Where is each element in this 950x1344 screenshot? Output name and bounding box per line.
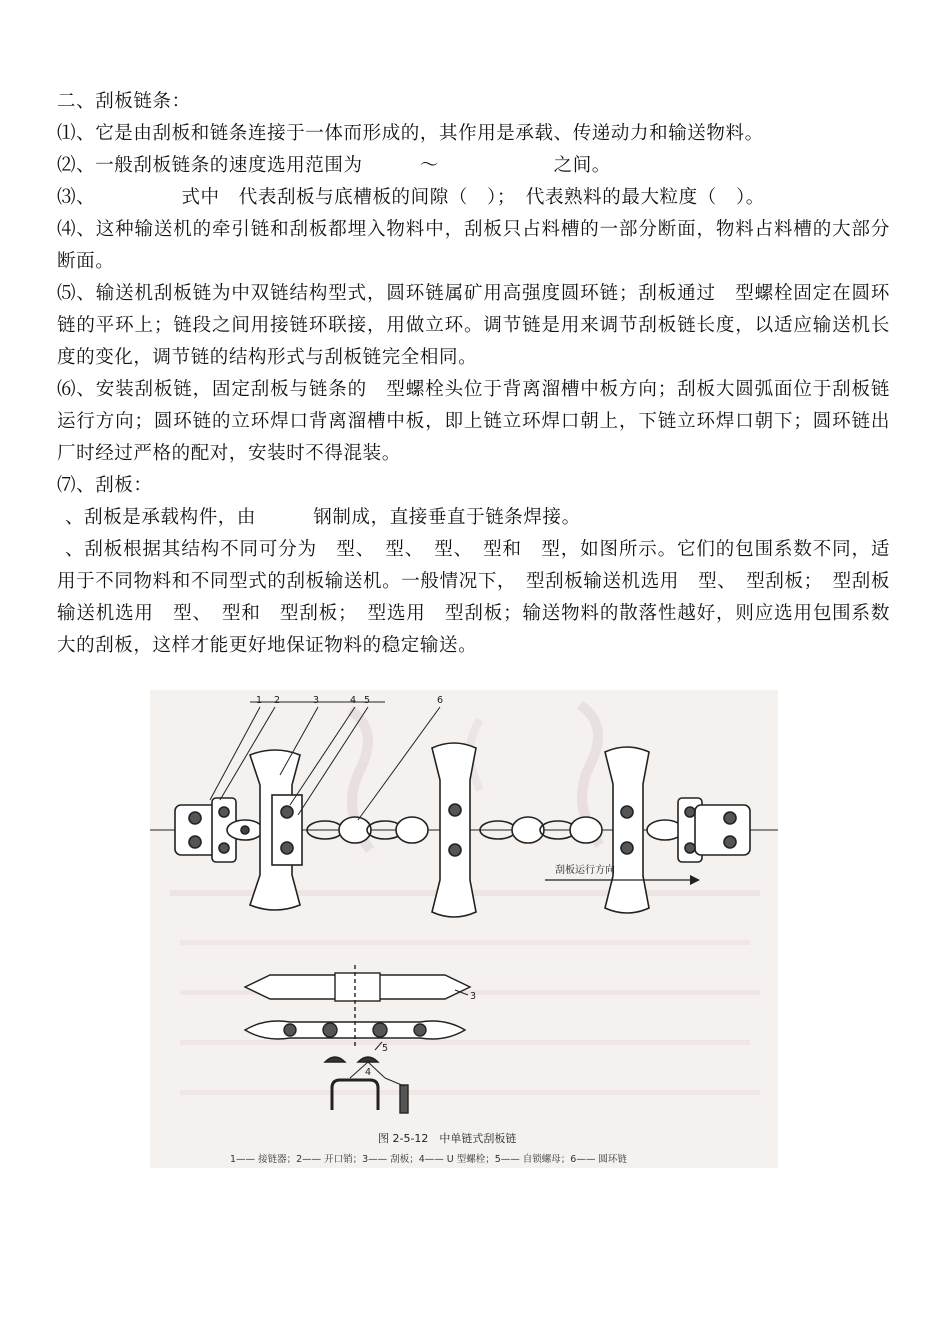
running-direction-label: 刮板运行方向 bbox=[555, 865, 615, 876]
item-5: ⑸、输送机刮板链为中双链结构型式，圆环链属矿用高强度圆环链；刮板通过 型螺栓固定在圆环链的平环上；链段之间用接链环联接，用做立环。调节链是用来调节刮板链长度，以适应输送机长度的变化，调节链的结构形式与刮板链完全相同。 bbox=[57, 283, 890, 368]
item-6: ⑹、安装刮板链，固定刮板与链条的 型螺栓头位于背离溜槽中板方向；刮板大圆弧面位于刮板链运行方向；圆环链的立环焊口背离溜槽中板，即上链立环焊口朝上，下链立环焊口朝下；圆环链出厂时经过严格的配对，安装时不得混装。 bbox=[57, 379, 890, 464]
scraper-chain-drawing bbox=[150, 690, 778, 1168]
left-chain-connector bbox=[175, 798, 263, 862]
part-number-3: 3 bbox=[313, 695, 320, 706]
detail-number-3: 3 bbox=[470, 991, 477, 1002]
section-heading: 二、刮板链条： bbox=[57, 91, 191, 112]
document-page bbox=[57, 86, 890, 662]
right-chain-connector bbox=[647, 798, 750, 862]
figure-legend: 1—— 接链器；2—— 开口销；3—— 刮板；4—— U 型螺栓；5—— 自锁螺母；6—— 圆环链 bbox=[230, 1154, 627, 1165]
part-number-5: 5 bbox=[364, 695, 371, 706]
item-7b: 、刮板根据其结构不同可分为 型、 型、 型、 型和 型，如图所示。它们的包围系数不同，适用于不同物料和不同型式的刮板输送机。一般情况下， 型刮板输送机选用 型、 型刮板； 型刮板输送机选用 型、 型和 型刮板； 型选用 型刮板；输送物料的散落性越好，则应选用包围系数大的刮板，这样才能更好地保证物料的稳定输送。 bbox=[57, 539, 890, 656]
part-number-4: 4 bbox=[350, 695, 357, 706]
item-7a: 、刮板是承载构件，由 钢制成，直接垂直于链条焊接。 bbox=[65, 507, 581, 528]
leader-lines bbox=[210, 702, 440, 820]
item-2: ⑵、一般刮板链条的速度选用范围为 ～ 之间。 bbox=[57, 155, 611, 176]
part-number-2: 2 bbox=[274, 695, 281, 706]
part-number-1: 1 bbox=[256, 695, 263, 706]
detail-number-5: 5 bbox=[382, 1043, 389, 1054]
item-4: ⑷、这种输送机的牵引链和刮板都埋入物料中，刮板只占料槽的一部分断面，物料占料槽的大部分断面。 bbox=[57, 219, 890, 272]
figure-caption: 图 2-5-12 中单链式刮板链 bbox=[378, 1132, 517, 1145]
item-1: ⑴、它是由刮板和链条连接于一体而形成的，其作用是承载、传递动力和输送物料。 bbox=[57, 123, 764, 144]
item-7: ⑺、刮板： bbox=[57, 475, 153, 496]
scraper-chain-figure bbox=[150, 690, 778, 1168]
detail-number-4: 4 bbox=[365, 1067, 372, 1078]
item-3: ⑶、 式中 代表刮板与底槽板的间隙（ ）； 代表熟料的最大粒度（ ）。 bbox=[57, 187, 765, 208]
part-number-6: 6 bbox=[437, 695, 444, 706]
